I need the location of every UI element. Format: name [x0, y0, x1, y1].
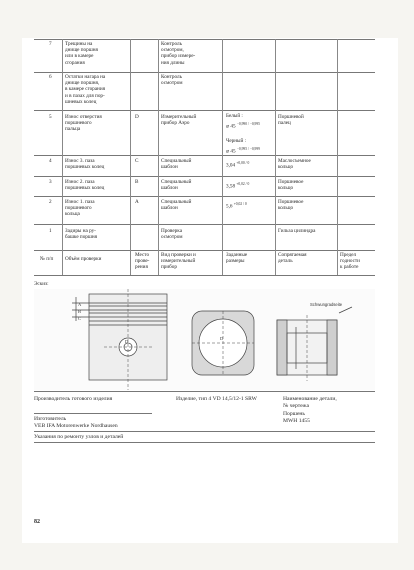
row-part: Гильза цилиндра	[278, 228, 316, 234]
column-rule	[222, 39, 223, 275]
footer-top-rule	[34, 391, 375, 392]
row-part: Поршневой палец	[278, 114, 304, 127]
row-part: Поршневое кольцо	[278, 199, 304, 212]
page-number: 82	[34, 519, 40, 525]
size-value: ⌀ 45 $^{-0,995 / -0,999}$	[226, 147, 260, 155]
size-label-white: Белый :	[226, 113, 243, 119]
column-rule	[275, 39, 276, 275]
row-means: Контроль осмотром, прибор измере- ния длины	[161, 41, 196, 66]
row-num: 2	[49, 199, 52, 205]
header-part: Сопрягаемая деталь	[278, 252, 307, 265]
row-num: 7	[49, 41, 52, 47]
row-scope: Трещины на днище поршня или в камере сгорания	[65, 41, 98, 66]
column-rule	[62, 39, 63, 275]
part-name-label: Наименование детали, № чертежа	[283, 396, 337, 409]
header-scope: Объём проверки	[65, 256, 102, 262]
product-type: Изделие, тип 4 VD 14,5/12-1 SRW	[176, 396, 257, 402]
producer-label: Производитель готового изделия	[34, 396, 113, 402]
row-part: Маслосъемное кольцо	[278, 158, 311, 171]
row-num: 4	[49, 158, 52, 164]
technical-drawing	[34, 289, 375, 390]
schwungradseite-label: Schwungradseite	[310, 302, 343, 307]
size-label-black: Черный :	[226, 138, 247, 144]
part-name: Поршень MWH 1455	[283, 411, 310, 424]
row-means: Специальный шаблон	[161, 158, 192, 171]
svg-text:B: B	[78, 309, 82, 314]
header-limit: Предел годности к работе	[340, 252, 360, 271]
footer-rule	[34, 413, 152, 414]
table-bottom-rule	[34, 275, 375, 276]
row-scope: Износ 1. паза поршневого кольца	[65, 199, 95, 218]
header-place: Место прове- рения	[135, 252, 150, 271]
row-rule	[34, 72, 375, 73]
svg-text:D: D	[220, 336, 224, 341]
row-rule	[34, 224, 375, 225]
column-rule	[337, 39, 338, 275]
maker-name: VEB IFA Motorenwerke Nordhausen	[34, 423, 118, 429]
sketch-label: Эскиз:	[34, 281, 49, 287]
row-place: A	[135, 199, 139, 205]
row-place: B	[135, 179, 139, 185]
table-top-rule	[34, 39, 375, 40]
row-num: 6	[49, 74, 52, 80]
size-value: 3,04 $^{+0,00 / 0}$	[226, 161, 250, 169]
row-rule	[34, 155, 375, 156]
size-value: 5,6 $^{+0,02 / 0}$	[226, 202, 247, 210]
column-rule	[130, 39, 131, 275]
row-scope: Износ 2. паза поршневых колец	[65, 179, 105, 192]
size-value: 3,58 $^{+0,02 / 0}$	[226, 182, 250, 190]
row-scope: Задиры на ру- башке поршня	[65, 228, 98, 241]
row-rule	[34, 196, 375, 197]
svg-text:D: D	[125, 339, 129, 344]
row-rule	[34, 176, 375, 177]
svg-text:C: C	[78, 316, 82, 321]
piston-drawing	[34, 289, 375, 390]
maker-label: Изготовитель	[34, 416, 67, 422]
row-means: Измерительный прибор Аэро	[161, 114, 197, 127]
column-rule	[158, 39, 159, 275]
header-rule	[34, 250, 375, 251]
row-scope: Остатки нагара на днище поршня, в камере сгорания и в пазах для пор- шневых колец	[65, 74, 106, 105]
row-num: 3	[49, 179, 52, 185]
footer-bottom-rule	[34, 442, 375, 443]
row-scope: Износ 3. паза поршневых колец	[65, 158, 105, 171]
row-place: D	[135, 114, 139, 120]
row-means: Проверка осмотром	[161, 228, 183, 241]
header-means: Вид проверки и измерительный прибор	[161, 252, 196, 271]
footer-rule	[34, 431, 375, 432]
size-value: ⌀ 45 $^{-0,990 / -0,995}$	[226, 122, 260, 130]
row-part: Поршневое кольцо	[278, 179, 304, 192]
row-num: 1	[49, 228, 52, 234]
svg-text:A: A	[78, 302, 82, 307]
row-rule	[34, 110, 375, 111]
header-sizes: Заданные размеры	[226, 252, 248, 265]
instructions-title: Указания по ремонту узлов и деталей	[34, 434, 124, 440]
row-num: 5	[49, 114, 52, 120]
row-means: Специальный шаблон	[161, 199, 192, 212]
row-place: C	[135, 158, 139, 164]
row-means: Специальный шаблон	[161, 179, 192, 192]
header-num: № п/п	[40, 256, 54, 262]
row-scope: Износ отверстия поршневого пальца	[65, 114, 102, 133]
row-means: Контроль осмотром	[161, 74, 183, 87]
